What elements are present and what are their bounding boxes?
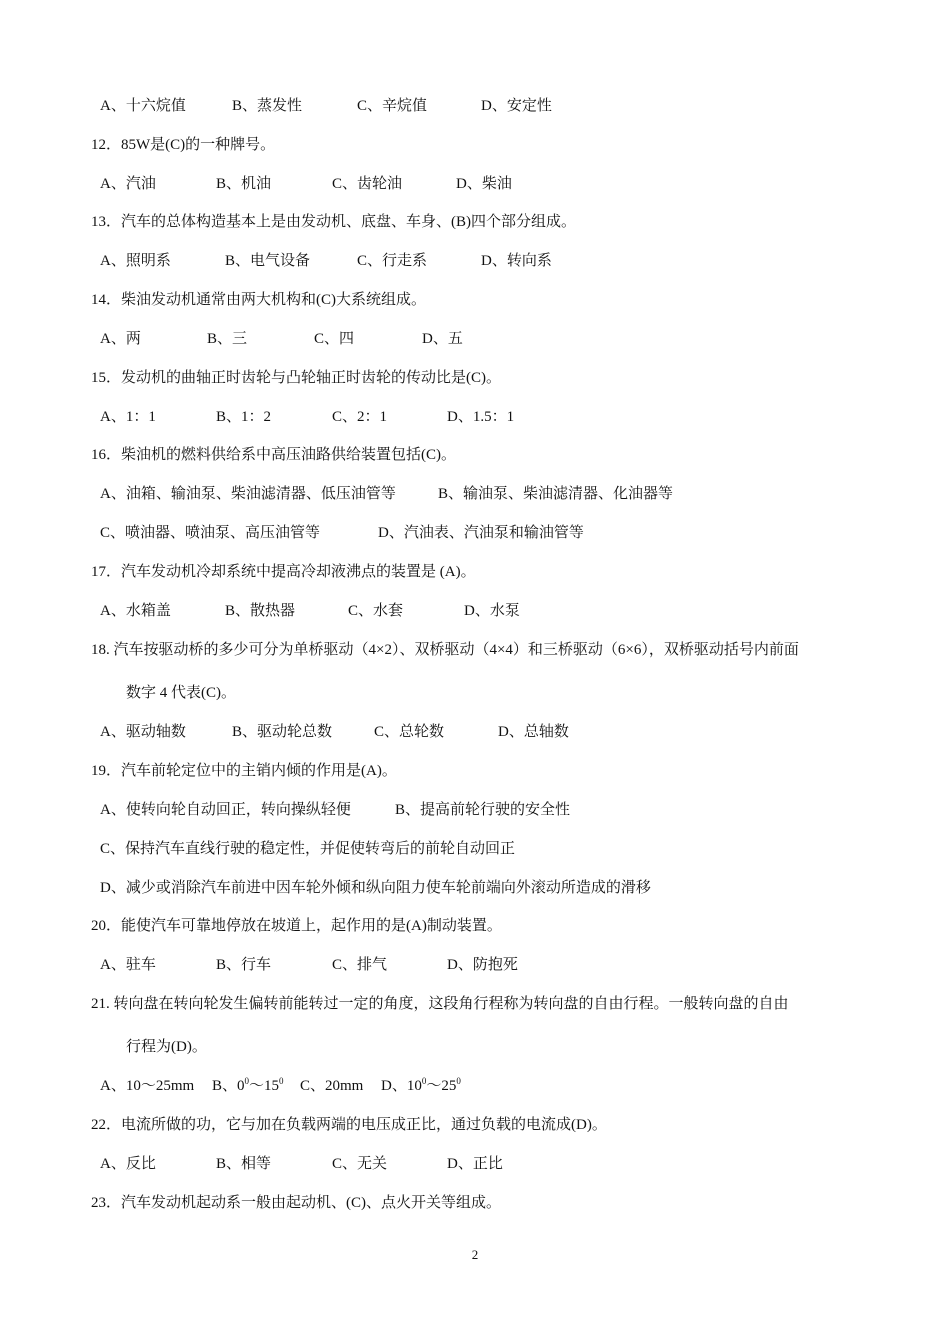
degree-superscript: 0 <box>244 1076 250 1086</box>
answer-option: B、1：2 <box>216 409 272 425</box>
answer-option: D、安定性 <box>481 98 552 114</box>
question-text: 22．电流所做的功，它与加在负载两端的电压成正比，通过负载的电流成(D)。 <box>91 1117 607 1133</box>
answer-option: A、两 <box>100 331 141 347</box>
answer-option: B、输油泵、柴油滤清器、化油器等 <box>438 486 674 502</box>
question-text: 20．能使汽车可靠地停放在坡道上，起作用的是(A)制动装置。 <box>91 918 502 934</box>
question-text: 19．汽车前轮定位中的主销内倾的作用是(A)。 <box>91 763 397 779</box>
answer-option: B、驱动轮总数 <box>232 724 333 740</box>
question-text: 16．柴油机的燃料供给系中高压油路供给装置包括(C)。 <box>91 447 456 463</box>
answer-option: A、1：1 <box>100 409 156 425</box>
question-text: 17．汽车发动机冷却系统中提高冷却液沸点的装置是 (A)。 <box>91 564 476 580</box>
option-text: D、10 <box>381 1078 422 1094</box>
degree-superscript: 0 <box>279 1076 284 1086</box>
degree-superscript: 0 <box>456 1076 461 1086</box>
answer-option: A、十六烷值 <box>100 98 186 114</box>
question-text: 14．柴油发动机通常由两大机构和(C)大系统组成。 <box>91 292 426 308</box>
answer-option <box>212 1076 284 1096</box>
answer-option: D、转向系 <box>481 253 552 269</box>
question-text: 23．汽车发动机起动系一般由起动机、(C)、点火开关等组成。 <box>91 1195 501 1211</box>
answer-option: B、行车 <box>216 957 272 973</box>
degree-superscript: 0 <box>421 1076 427 1086</box>
answer-option: C、保持汽车直线行驶的稳定性，并促使转弯后的前轮自动回正 <box>100 841 516 857</box>
answer-option: C、2：1 <box>332 409 388 425</box>
answer-option <box>381 1076 461 1096</box>
answer-option: C、总轮数 <box>374 724 445 740</box>
answer-option: B、机油 <box>216 176 272 192</box>
option-text: C、20mm <box>300 1078 364 1094</box>
page-number: 2 <box>471 1247 479 1262</box>
question-text-continuation: 数字 4 代表(C)。 <box>126 685 236 701</box>
answer-option: B、提高前轮行驶的安全性 <box>395 802 571 818</box>
answer-option: A、驻车 <box>100 957 156 973</box>
answer-option <box>300 1076 363 1096</box>
answer-option: C、水套 <box>348 603 404 619</box>
option-text: ～25 <box>426 1078 457 1094</box>
answer-option: B、电气设备 <box>225 253 311 269</box>
option-text: ～15 <box>249 1078 280 1094</box>
answer-option: D、减少或消除汽车前进中因车轮外倾和纵向阻力使车轮前端向外滚动所造成的滑移 <box>100 880 651 896</box>
answer-option: D、汽油表、汽油泵和输油管等 <box>378 525 584 541</box>
answer-option: A、驱动轴数 <box>100 724 186 740</box>
option-text: B、0 <box>212 1078 245 1094</box>
answer-option: D、柴油 <box>456 176 512 192</box>
answer-option: A、水箱盖 <box>100 603 171 619</box>
answer-option: C、四 <box>314 331 355 347</box>
answer-option: D、总轴数 <box>498 724 569 740</box>
answer-option: B、散热器 <box>225 603 296 619</box>
answer-option: C、齿轮油 <box>332 176 403 192</box>
answer-option: C、辛烷值 <box>357 98 428 114</box>
answer-option: B、相等 <box>216 1156 272 1172</box>
question-text: 21. 转向盘在转向轮发生偏转前能转过一定的角度，这段角行程称为转向盘的自由行程。一般转向盘的自由 <box>91 996 789 1012</box>
question-text: 13．汽车的总体构造基本上是由发动机、底盘、车身、(B)四个部分组成。 <box>91 214 576 230</box>
answer-option: D、正比 <box>447 1156 503 1172</box>
answer-option: D、1.5：1 <box>447 409 515 425</box>
answer-option: C、行走系 <box>357 253 428 269</box>
answer-option: A、反比 <box>100 1156 156 1172</box>
question-text: 12．85W是(C)的一种牌号。 <box>91 137 276 153</box>
answer-option: A、汽油 <box>100 176 156 192</box>
answer-option: A、使转向轮自动回正，转向操纵轻便 <box>100 802 351 818</box>
question-text: 15．发动机的曲轴正时齿轮与凸轮轴正时齿轮的传动比是(C)。 <box>91 370 501 386</box>
answer-option: B、蒸发性 <box>232 98 303 114</box>
option-text: A、10～25mm <box>100 1078 195 1094</box>
answer-option: B、三 <box>207 331 248 347</box>
answer-option: D、防抱死 <box>447 957 518 973</box>
answer-option: D、水泵 <box>464 603 520 619</box>
answer-option <box>100 1076 194 1096</box>
question-text: 18. 汽车按驱动桥的多少可分为单桥驱动（4×2）、双桥驱动（4×4）和三桥驱动（6×6），双桥驱动括号内前面 <box>91 642 799 658</box>
answer-option: A、照明系 <box>100 253 171 269</box>
answer-option: C、无关 <box>332 1156 388 1172</box>
answer-option: C、排气 <box>332 957 388 973</box>
answer-option: D、五 <box>422 331 463 347</box>
question-text-continuation: 行程为(D)。 <box>126 1039 207 1055</box>
answer-option: A、油箱、输油泵、柴油滤清器、低压油管等 <box>100 486 396 502</box>
answer-option: C、喷油器、喷油泵、高压油管等 <box>100 525 321 541</box>
